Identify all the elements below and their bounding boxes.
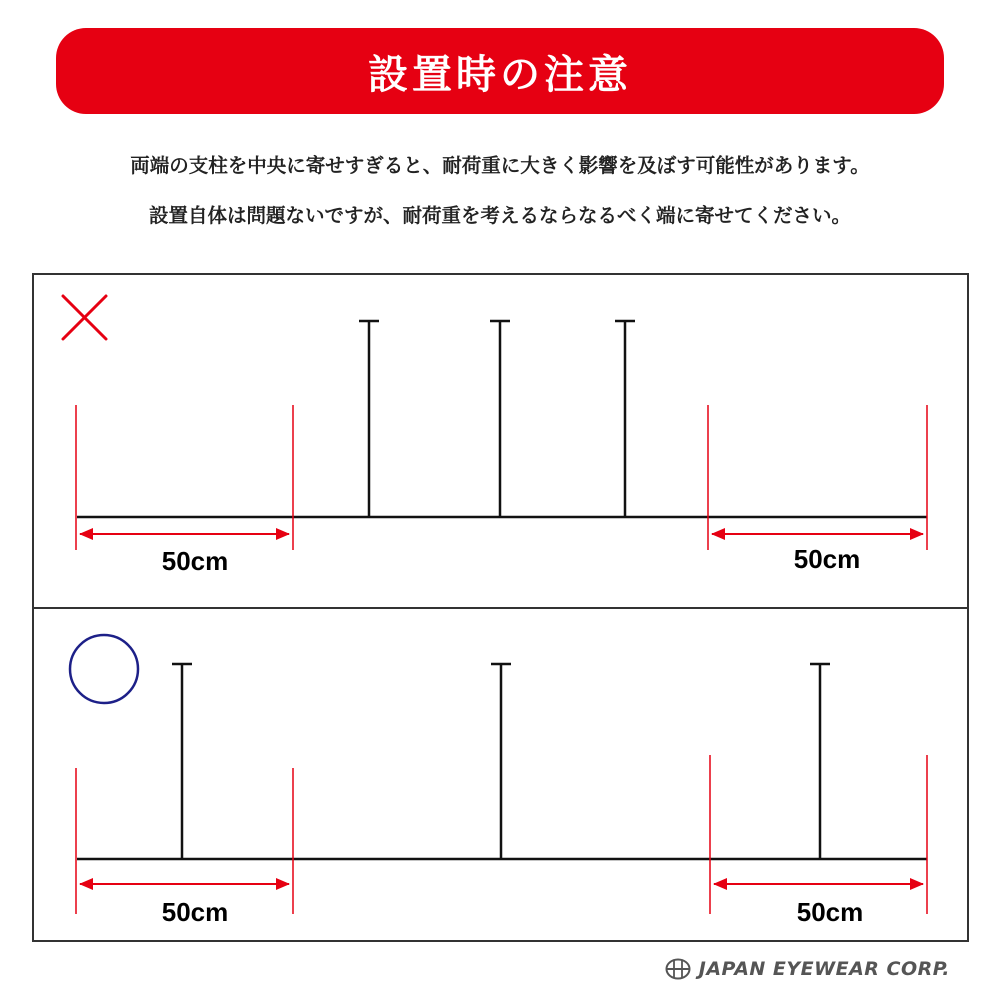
support-post bbox=[615, 321, 635, 517]
good-left-dimension-label: 50cm bbox=[161, 897, 229, 927]
limit-lines bbox=[76, 405, 927, 550]
bad-left-dimension-label: 50cm bbox=[161, 546, 229, 576]
bad-right-dimension-label: 50cm bbox=[793, 544, 861, 574]
note-line-1: 両端の支柱を中央に寄せすぎると、耐荷重に大きく影響を及ぼす可能性があります。 bbox=[130, 154, 870, 177]
support-post bbox=[490, 321, 510, 517]
circle-mark-icon bbox=[70, 635, 138, 703]
support-post bbox=[810, 664, 830, 859]
bad-panel bbox=[63, 296, 927, 576]
banner-title: 設置時の注意 bbox=[368, 51, 632, 98]
note-line-2: 設置自体は問題ないですが、耐荷重を考えるならなるべく端に寄せてください。 bbox=[148, 204, 851, 227]
good-panel bbox=[70, 635, 927, 927]
brand-name: JAPAN EYEWEAR CORP. bbox=[698, 958, 950, 980]
good-right-dimension-label: 50cm bbox=[796, 897, 864, 927]
support-post bbox=[359, 321, 379, 517]
brand-logo-icon bbox=[665, 958, 691, 980]
support-post bbox=[172, 664, 192, 859]
cross-mark-icon bbox=[63, 296, 106, 339]
support-post bbox=[491, 664, 511, 859]
footer-brand bbox=[665, 958, 950, 980]
